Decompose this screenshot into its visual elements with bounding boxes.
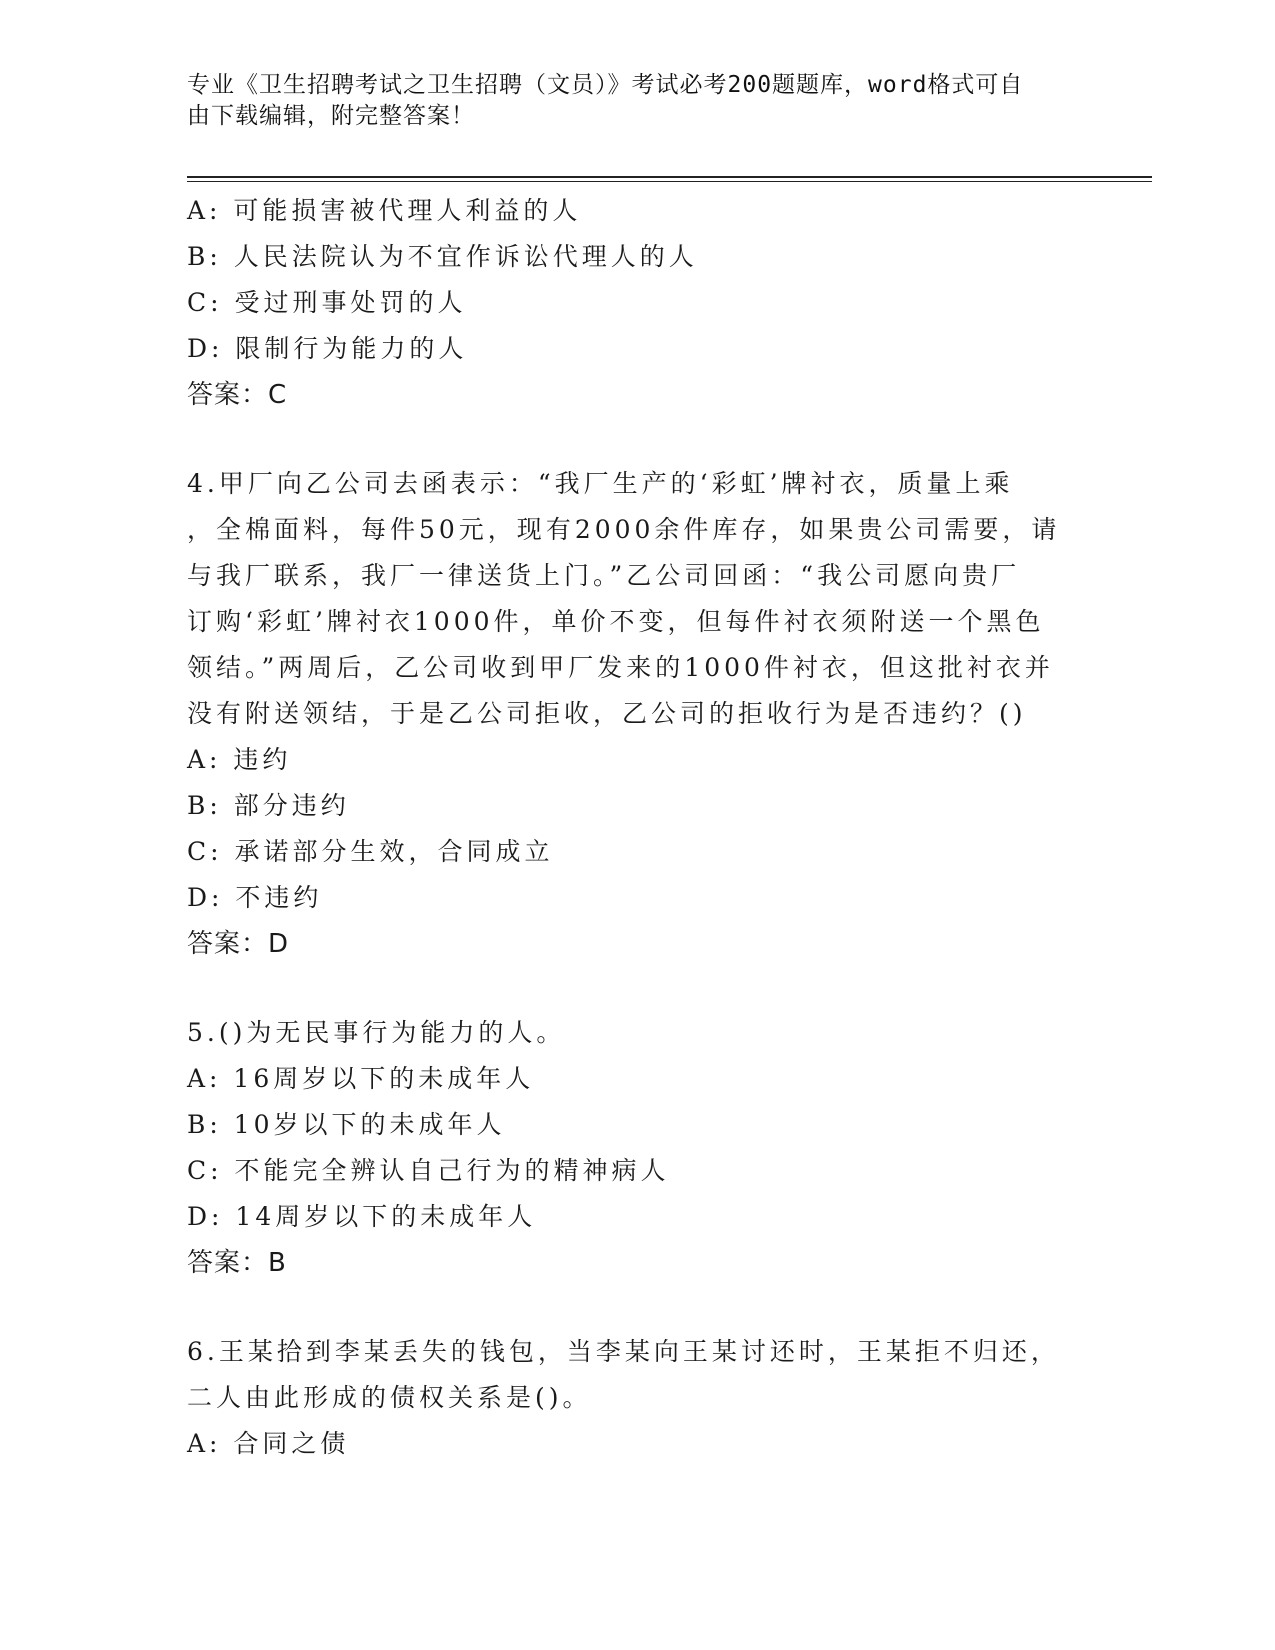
option-d: D: 不违约 — [187, 883, 323, 912]
question-list — [187, 188, 1087, 1467]
option-a: A: 违约 — [187, 745, 292, 774]
question-6 — [187, 1329, 1087, 1467]
header-divider-thick — [187, 176, 1152, 178]
option-c: C: 承诺部分生效，合同成立 — [187, 837, 554, 866]
question-spacer — [187, 418, 1087, 461]
header-line-2: 由下载编辑，附完整答案！ — [187, 103, 475, 129]
option-a: A: 可能损害被代理人利益的人 — [187, 196, 582, 225]
question-5 — [187, 1010, 1087, 1286]
header-divider-thin — [187, 181, 1152, 182]
question-stem-line: 订购‘彩虹’牌衬衣1000件，单价不变，但每件衬衣须附送一个黑色 — [187, 607, 1045, 636]
question-4 — [187, 461, 1087, 967]
question-stem-line: 6.王某拾到李某丢失的钱包，当李某向王某讨还时，王某拒不归还， — [187, 1337, 1060, 1366]
option-c: C: 受过刑事处罚的人 — [187, 288, 467, 317]
question-stem-line: 二人由此形成的债权关系是()。 — [187, 1383, 592, 1412]
question-stem-line: 4.甲厂向乙公司去函表示：“我厂生产的‘彩虹’牌衬衣，质量上乘 — [187, 469, 1014, 498]
question-stem-line: ，全棉面料，每件50元，现有2000余件库存，如果贵公司需要，请 — [187, 515, 1061, 544]
option-d: D: 14周岁以下的未成年人 — [187, 1202, 537, 1231]
question-3 — [187, 188, 1087, 418]
option-d: D: 限制行为能力的人 — [187, 334, 468, 363]
option-a: A: 16周岁以下的未成年人 — [187, 1064, 535, 1093]
question-stem-line: 没有附送领结，于是乙公司拒收，乙公司的拒收行为是否违约？() — [187, 699, 1027, 728]
option-b: B: 10岁以下的未成年人 — [187, 1110, 506, 1139]
option-a: A: 合同之债 — [187, 1429, 350, 1458]
header-line-1: 专业《卫生招聘考试之卫生招聘（文员）》考试必考200题题库，word格式可自 — [187, 72, 1024, 98]
question-spacer — [187, 967, 1087, 1010]
answer-line: 答案：D — [187, 929, 290, 959]
option-b: B: 部分违约 — [187, 791, 350, 820]
question-stem-line: 5.()为无民事行为能力的人。 — [187, 1018, 566, 1047]
option-b: B: 人民法院认为不宜作诉讼代理人的人 — [187, 242, 698, 271]
question-stem-line: 领结。”两周后，乙公司收到甲厂发来的1000件衬衣，但这批衬衣并 — [187, 653, 1054, 682]
question-stem-line: 与我厂联系，我厂一律送货上门。”乙公司回函：“我公司愿向贵厂 — [187, 561, 1021, 590]
answer-line: 答案：B — [187, 1248, 287, 1278]
option-c: C: 不能完全辨认自己行为的精神病人 — [187, 1156, 670, 1185]
document-header — [187, 70, 1067, 132]
question-spacer — [187, 1286, 1087, 1329]
answer-line: 答案：C — [187, 380, 288, 410]
